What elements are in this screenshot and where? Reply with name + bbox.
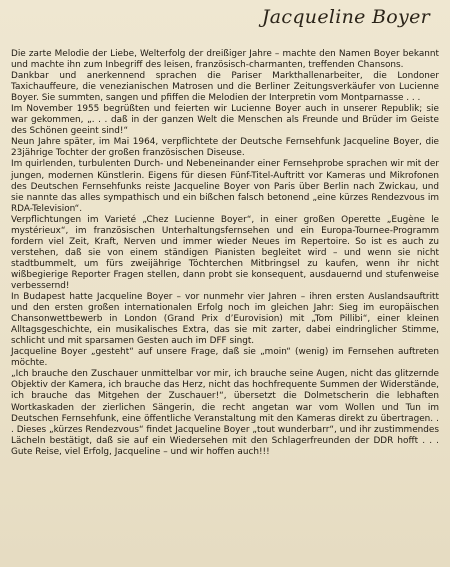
paragraph: Verpflichtungen im Varieté „Chez Lucienne Boyer“, in einer großen Operette „Eugène le mystérieux“, im französischen Unterhaltungsfernsehen und ein Europa-Tournee-Programm fordern viel Zeit, Kraft, Nerven und immer wieder Neues im Repertoire. So ist es auch zu verstehen, daß sie von einem ständigen Pianisten begleitet wird – und wenn sie nicht stadtbummelt, um fürs zweijährige Töchterchen Mitbringsel zu kaufen, wenn ihr nicht wißbegierige Reporter Fragen stellen, dann probt sie konsequent, ausdauernd und stufenweise verbessernd! (11, 214, 439, 291)
paragraph: In Budapest hatte Jacqueline Boyer – vor nunmehr vier Jahren – ihren ersten Auslandsauftritt und den ersten großen internationalen Erfolg noch im gleichen Jahr: Sieg im europäischen Chansonwettbewerb in London (Grand Prix d’Eurovision) mit „Tom Pillibi“, einer kleinen Alltagsgeschichte, ein musikalisches Extra, das sie mit zarter, dabei eindringlicher Stimme, schlicht und mit sparsamen Gesten auch im DFF singt. (11, 292, 439, 347)
article-body (11, 49, 439, 458)
paragraph: Neun Jahre später, im Mai 1964, verpflichtete der Deutsche Fernsehfunk Jacqueline Boyer, die 23jährige Tochter der großen französischen Diseuse. (11, 137, 439, 159)
paragraph: Dankbar und anerkennend sprachen die Pariser Markthallenarbeiter, die Londoner Taxichauffeure, die venezianischen Matrosen und die Berliner Zeitungsverkäufer von Lucienne Boyer. Sie summten, sangen und pfiffen die Melodien der Interpretin vom Montparnasse . . . (11, 71, 439, 104)
paragraph: Jacqueline Boyer „gesteht“ auf unsere Frage, daß sie „moin“ (wenig) im Fernsehen auftreten möchte. (11, 347, 439, 369)
paragraph: „Ich brauche den Zuschauer unmittelbar vor mir, ich brauche seine Augen, nicht das glitzernde Objektiv der Kamera, ich brauche das Herz, nicht das hochfrequente Summen der Widerstände, ich brauche das Mitgehen der Zuschauer!“, übersetzt die Dolmetscherin die lebhaften Wortkaskaden der zierlichen Sängerin, die recht angetan war vom Wollen und Tun im Deutschen Fernsehfunk, eine öffentliche Veranstaltung mit den Kameras direkt zu übertragen. . . Dieses „kürzes Rendezvous“ findet Jacqueline Boyer „tout wunderbarr“, und ihr zustimmendes Lächeln bestätigt, daß sie auf ein Wiedersehen mit den Schlagerfreunden der DDR hofft . . . Gute Reise, viel Erfolg, Jacqueline – und wir hoffen auch!!! (11, 369, 439, 457)
paragraph: Im November 1955 begrüßten und feierten wir Lucienne Boyer auch in unserer Republik; sie war gekommen, „. . . daß in der ganzen Welt die Menschen als Freunde und Brüder im Geiste des Schönen geeint sind!“ (11, 104, 439, 137)
paragraph: Die zarte Melodie der Liebe, Welterfolg der dreißiger Jahre – machte den Namen Boyer bekannt und machte ihn zum Inbegriff des leisen, französisch-charmanten, treffenden Chansons. (11, 49, 439, 71)
paragraph: Im quirlenden, turbulenten Durch- und Nebeneinander einer Fernsehprobe sprachen wir mit der jungen, modernen Künstlerin. Eigens für diesen Fünf-Titel-Auftritt vor Kameras und Mikrofonen des Deutschen Fernsehfunks reiste Jacqueline Boyer von Paris über Berlin nach Zwickau, und sie nannte das alles sympathisch und ein bißchen falsch betonend „eine kürzes Rendezvous im RDA-Television“. (11, 159, 439, 214)
article-title: Jacqueline Boyer (261, 6, 430, 28)
